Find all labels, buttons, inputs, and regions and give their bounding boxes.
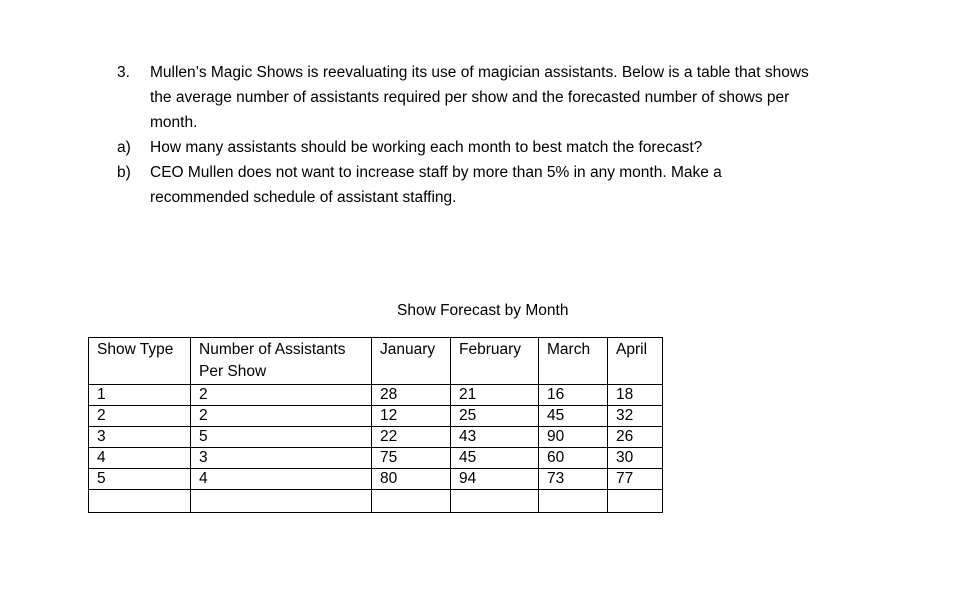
header-show-type: Show Type [89, 338, 191, 385]
part-line: How many assistants should be working each month to best match the forecast? [150, 139, 703, 156]
question-stem-line: the average number of assistants required per show and the forecasted number of shows per [150, 89, 790, 106]
table-row [89, 469, 663, 490]
cell-january: 80 [372, 469, 451, 490]
question-part-b [117, 160, 917, 210]
part-text [150, 135, 917, 160]
question-3 [117, 60, 917, 210]
cell-march: 45 [539, 406, 608, 427]
cell-april: 18 [608, 385, 663, 406]
question-part-a [117, 135, 917, 160]
cell-february: 25 [451, 406, 539, 427]
header-assistants-line2: Per Show [199, 363, 267, 380]
cell-february: 94 [451, 469, 539, 490]
cell-assistants: 5 [191, 427, 372, 448]
part-line: CEO Mullen does not want to increase staff by more than 5% in any month. Make a [150, 164, 722, 181]
table-row [89, 406, 663, 427]
cell-assistants: 2 [191, 406, 372, 427]
header-february: February [451, 338, 539, 385]
cell-march: 60 [539, 448, 608, 469]
blank-cell [451, 490, 539, 513]
header-march: March [539, 338, 608, 385]
question-number: 3. [117, 64, 130, 81]
cell-april: 26 [608, 427, 663, 448]
cell-january: 22 [372, 427, 451, 448]
cell-assistants: 2 [191, 385, 372, 406]
cell-show-type: 2 [89, 406, 191, 427]
cell-assistants: 4 [191, 469, 372, 490]
cell-february: 45 [451, 448, 539, 469]
table-row [89, 427, 663, 448]
question-stem-line: month. [150, 114, 198, 131]
cell-january: 12 [372, 406, 451, 427]
cell-show-type: 1 [89, 385, 191, 406]
cell-march: 73 [539, 469, 608, 490]
cell-april: 32 [608, 406, 663, 427]
cell-show-type: 5 [89, 469, 191, 490]
table-row [89, 448, 663, 469]
cell-assistants: 3 [191, 448, 372, 469]
header-assistants [191, 338, 372, 385]
table-header-row [89, 338, 663, 385]
cell-january: 28 [372, 385, 451, 406]
table-blank-row [89, 490, 663, 513]
part-label: b) [117, 164, 131, 181]
cell-february: 21 [451, 385, 539, 406]
cell-april: 77 [608, 469, 663, 490]
blank-cell [191, 490, 372, 513]
blank-cell [539, 490, 608, 513]
blank-cell [89, 490, 191, 513]
cell-february: 43 [451, 427, 539, 448]
cell-january: 75 [372, 448, 451, 469]
question-stem [117, 60, 917, 135]
forecast-table [88, 337, 663, 513]
cell-march: 16 [539, 385, 608, 406]
blank-cell [372, 490, 451, 513]
part-label: a) [117, 139, 131, 156]
table-row [89, 385, 663, 406]
cell-april: 30 [608, 448, 663, 469]
cell-show-type: 4 [89, 448, 191, 469]
header-april: April [608, 338, 663, 385]
header-assistants-line1: Number of Assistants [199, 341, 346, 358]
cell-show-type: 3 [89, 427, 191, 448]
table-caption: Show Forecast by Month [397, 302, 569, 319]
blank-cell [608, 490, 663, 513]
question-stem-text [150, 60, 917, 135]
question-stem-line: Mullen’s Magic Shows is reevaluating its use of magician assistants. Below is a table that shows [150, 64, 809, 81]
part-text [150, 160, 917, 210]
part-line: recommended schedule of assistant staffing. [150, 189, 457, 206]
cell-march: 90 [539, 427, 608, 448]
header-january: January [372, 338, 451, 385]
